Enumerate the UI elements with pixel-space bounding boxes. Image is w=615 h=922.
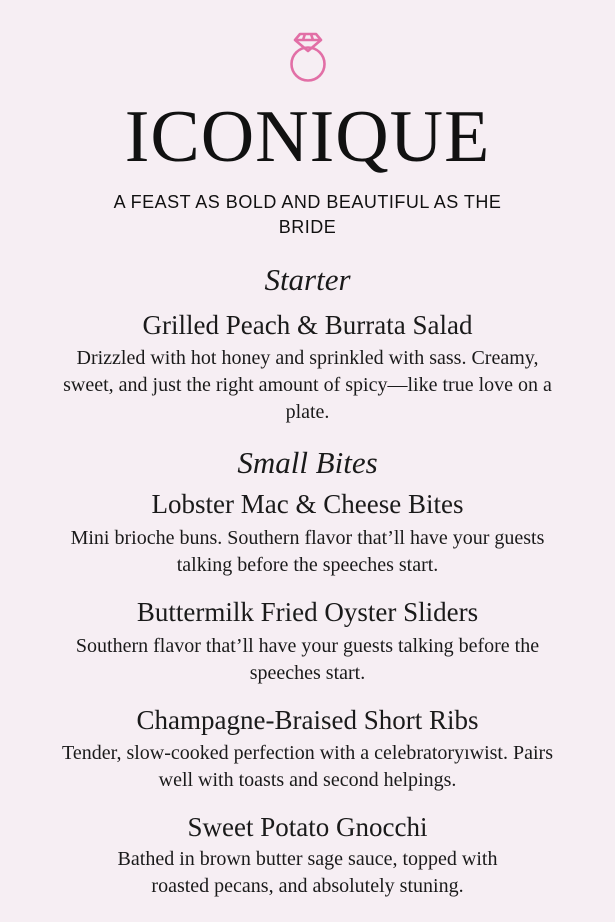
menu-item-name: Sweet Potato Gnocchi <box>187 812 428 842</box>
diamond-ring-icon <box>286 29 330 83</box>
section-heading-starter: Starter <box>264 262 351 297</box>
menu-item-description: Mini brioche buns. Southern flavor that’ll have your guests talking before the speeches start. <box>70 527 545 576</box>
page-subtitle: A FEAST AS BOLD AND BEAUTIFUL AS THE BRIDE <box>113 192 502 237</box>
menu-item-name: Champagne-Braised Short Ribs <box>136 705 479 735</box>
menu-item-name: Grilled Peach & Burrata Salad <box>142 310 473 340</box>
menu-item-description: Tender, slow-cooked perfection with a celebratoryıwist. Pairs well with toasts and second helpings. <box>62 742 553 791</box>
page-title: ICONIQUE <box>124 96 491 178</box>
menu-item-name: Buttermilk Fried Oyster Sliders <box>136 597 479 627</box>
menu-item-description: Bathed in brown butter sage sauce, topped with roasted pecans, and absolutely stuning. <box>117 848 498 897</box>
menu-item-description: Southern flavor that’ll have your guests talking before the speeches start. <box>75 635 540 684</box>
section-heading-small-bites: Small Bites <box>237 445 378 480</box>
menu-item-description: Drizzled with hot honey and sprinkled with sass. Creamy, sweet, and just the right amount of spicy—like true love on a plate. <box>63 347 552 423</box>
menu-item-name: Lobster Mac & Cheese Bites <box>151 489 464 519</box>
